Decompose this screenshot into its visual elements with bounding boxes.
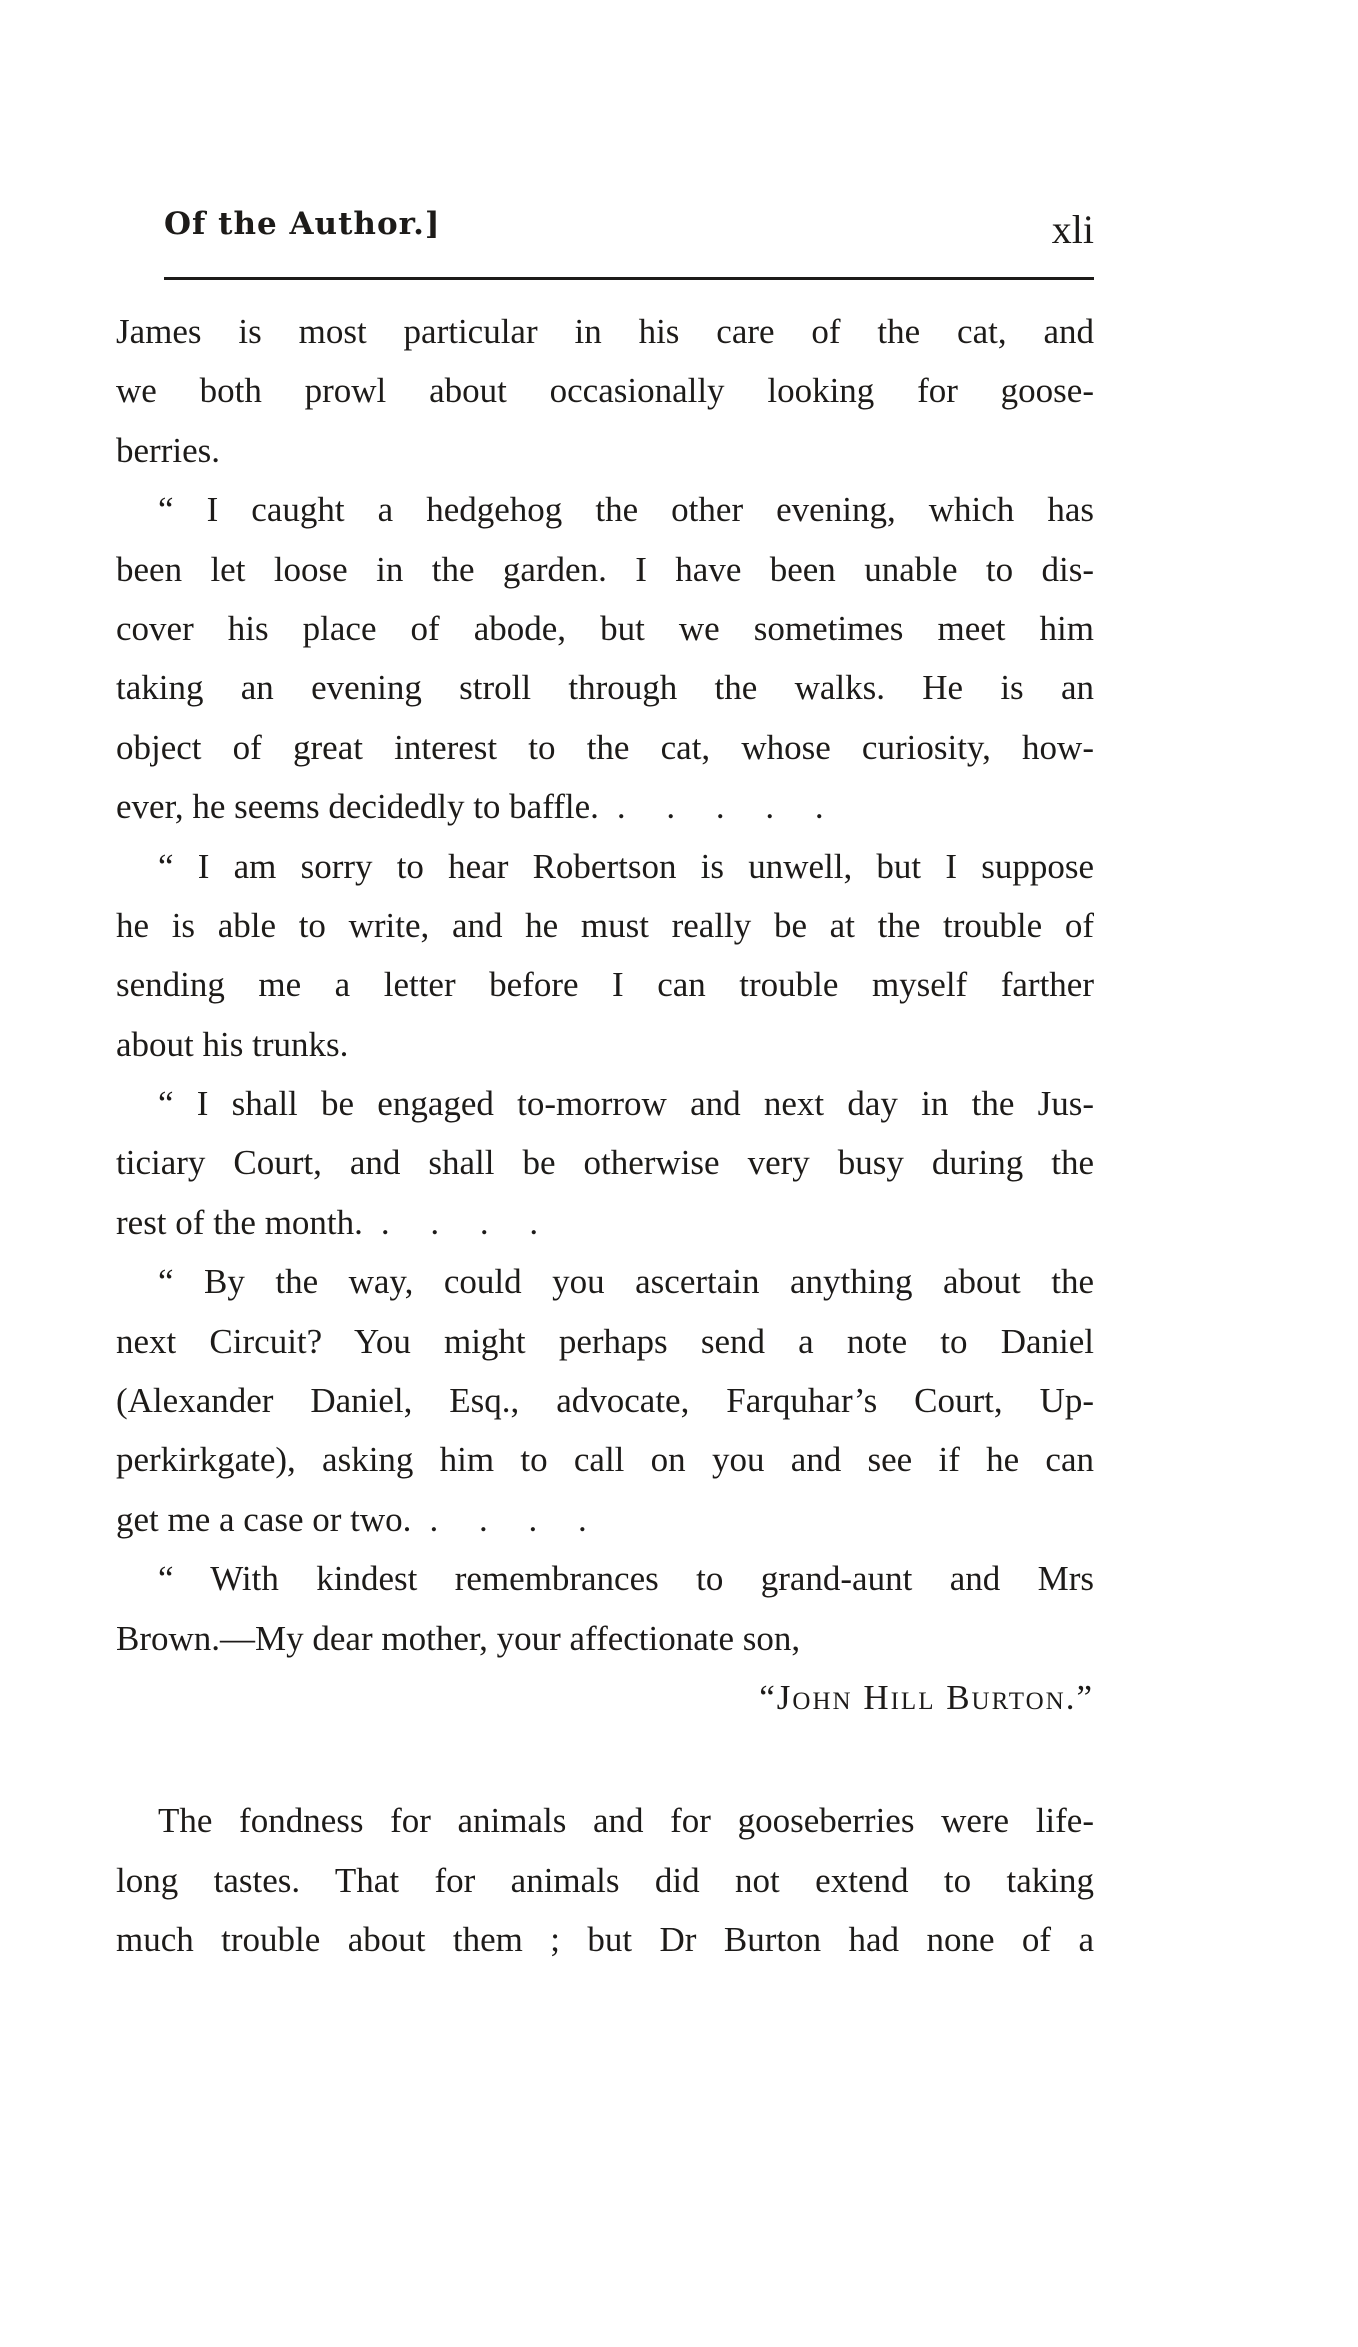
- text-line: “ With kindest remembrances to grand-aunt and Mrs: [158, 1559, 1094, 1599]
- text-line: he is able to write, and he must really be at the trouble of: [116, 905, 1094, 945]
- text-line: [116, 1490, 1094, 1549]
- text-line: “ I caught a hedgehog the other evening, which has: [158, 490, 1094, 530]
- text-line: object of great interest to the cat, whose curiosity, how-: [116, 727, 1094, 767]
- ellipsis: . . . .: [429, 1499, 603, 1539]
- text-line: [116, 1193, 1094, 1252]
- text-line: James is most particular in his care of the cat, and: [116, 312, 1094, 351]
- ellipsis: . . . . .: [616, 787, 840, 827]
- ellipsis: . . . .: [380, 1202, 555, 1242]
- line-text: get me a case or two.: [116, 1499, 412, 1539]
- text-line: we both prowl about occasionally looking for goose-: [116, 371, 1094, 411]
- header-rule: [164, 277, 1094, 280]
- text-line: The fondness for animals and for gooseberries were life-: [158, 1801, 1094, 1841]
- line-text: rest of the month.: [116, 1202, 363, 1242]
- text-line: “ I shall be engaged to-morrow and next day in the Jus-: [158, 1084, 1094, 1124]
- running-head: [164, 200, 1094, 260]
- running-title: Of the Author.]: [164, 206, 441, 242]
- text-line: next Circuit? You might perhaps send a note to Daniel: [116, 1321, 1094, 1361]
- text-line: “ I am sorry to hear Robertson is unwell, but I suppose: [158, 846, 1094, 886]
- text-line: Brown.—My dear mother, your affectionate son,: [116, 1618, 801, 1658]
- body-text: [116, 302, 1094, 1970]
- page-number: xli: [1051, 207, 1094, 252]
- signature: [116, 1668, 1094, 1727]
- text-line: about his trunks.: [116, 1024, 349, 1064]
- line-text: ever, he seems decidedly to baffle.: [116, 787, 599, 827]
- text-line: taking an evening stroll through the walks. He is an: [116, 668, 1094, 708]
- text-line: sending me a letter before I can trouble myself farther: [116, 965, 1094, 1005]
- section-gap: [116, 1727, 1094, 1791]
- text-line: (Alexander Daniel, Esq., advocate, Farquhar’s Court, Up-: [116, 1381, 1094, 1421]
- text-line: ticiary Court, and shall be otherwise very busy during the: [116, 1143, 1094, 1183]
- signature-text: “John Hill Burton.”: [759, 1677, 1094, 1717]
- text-line: been let loose in the garden. I have been unable to dis-: [116, 549, 1094, 589]
- text-line: cover his place of abode, but we sometimes meet him: [116, 608, 1094, 648]
- text-line: much trouble about them ; but Dr Burton had none of a: [116, 1920, 1094, 1960]
- text-line: [116, 777, 1094, 836]
- text-line: long tastes. That for animals did not extend to taking: [116, 1860, 1094, 1900]
- text-line: berries.: [116, 430, 220, 470]
- text-line: “ By the way, could you ascertain anything about the: [158, 1262, 1094, 1302]
- text-line: perkirkgate), asking him to call on you and see if he can: [116, 1440, 1094, 1480]
